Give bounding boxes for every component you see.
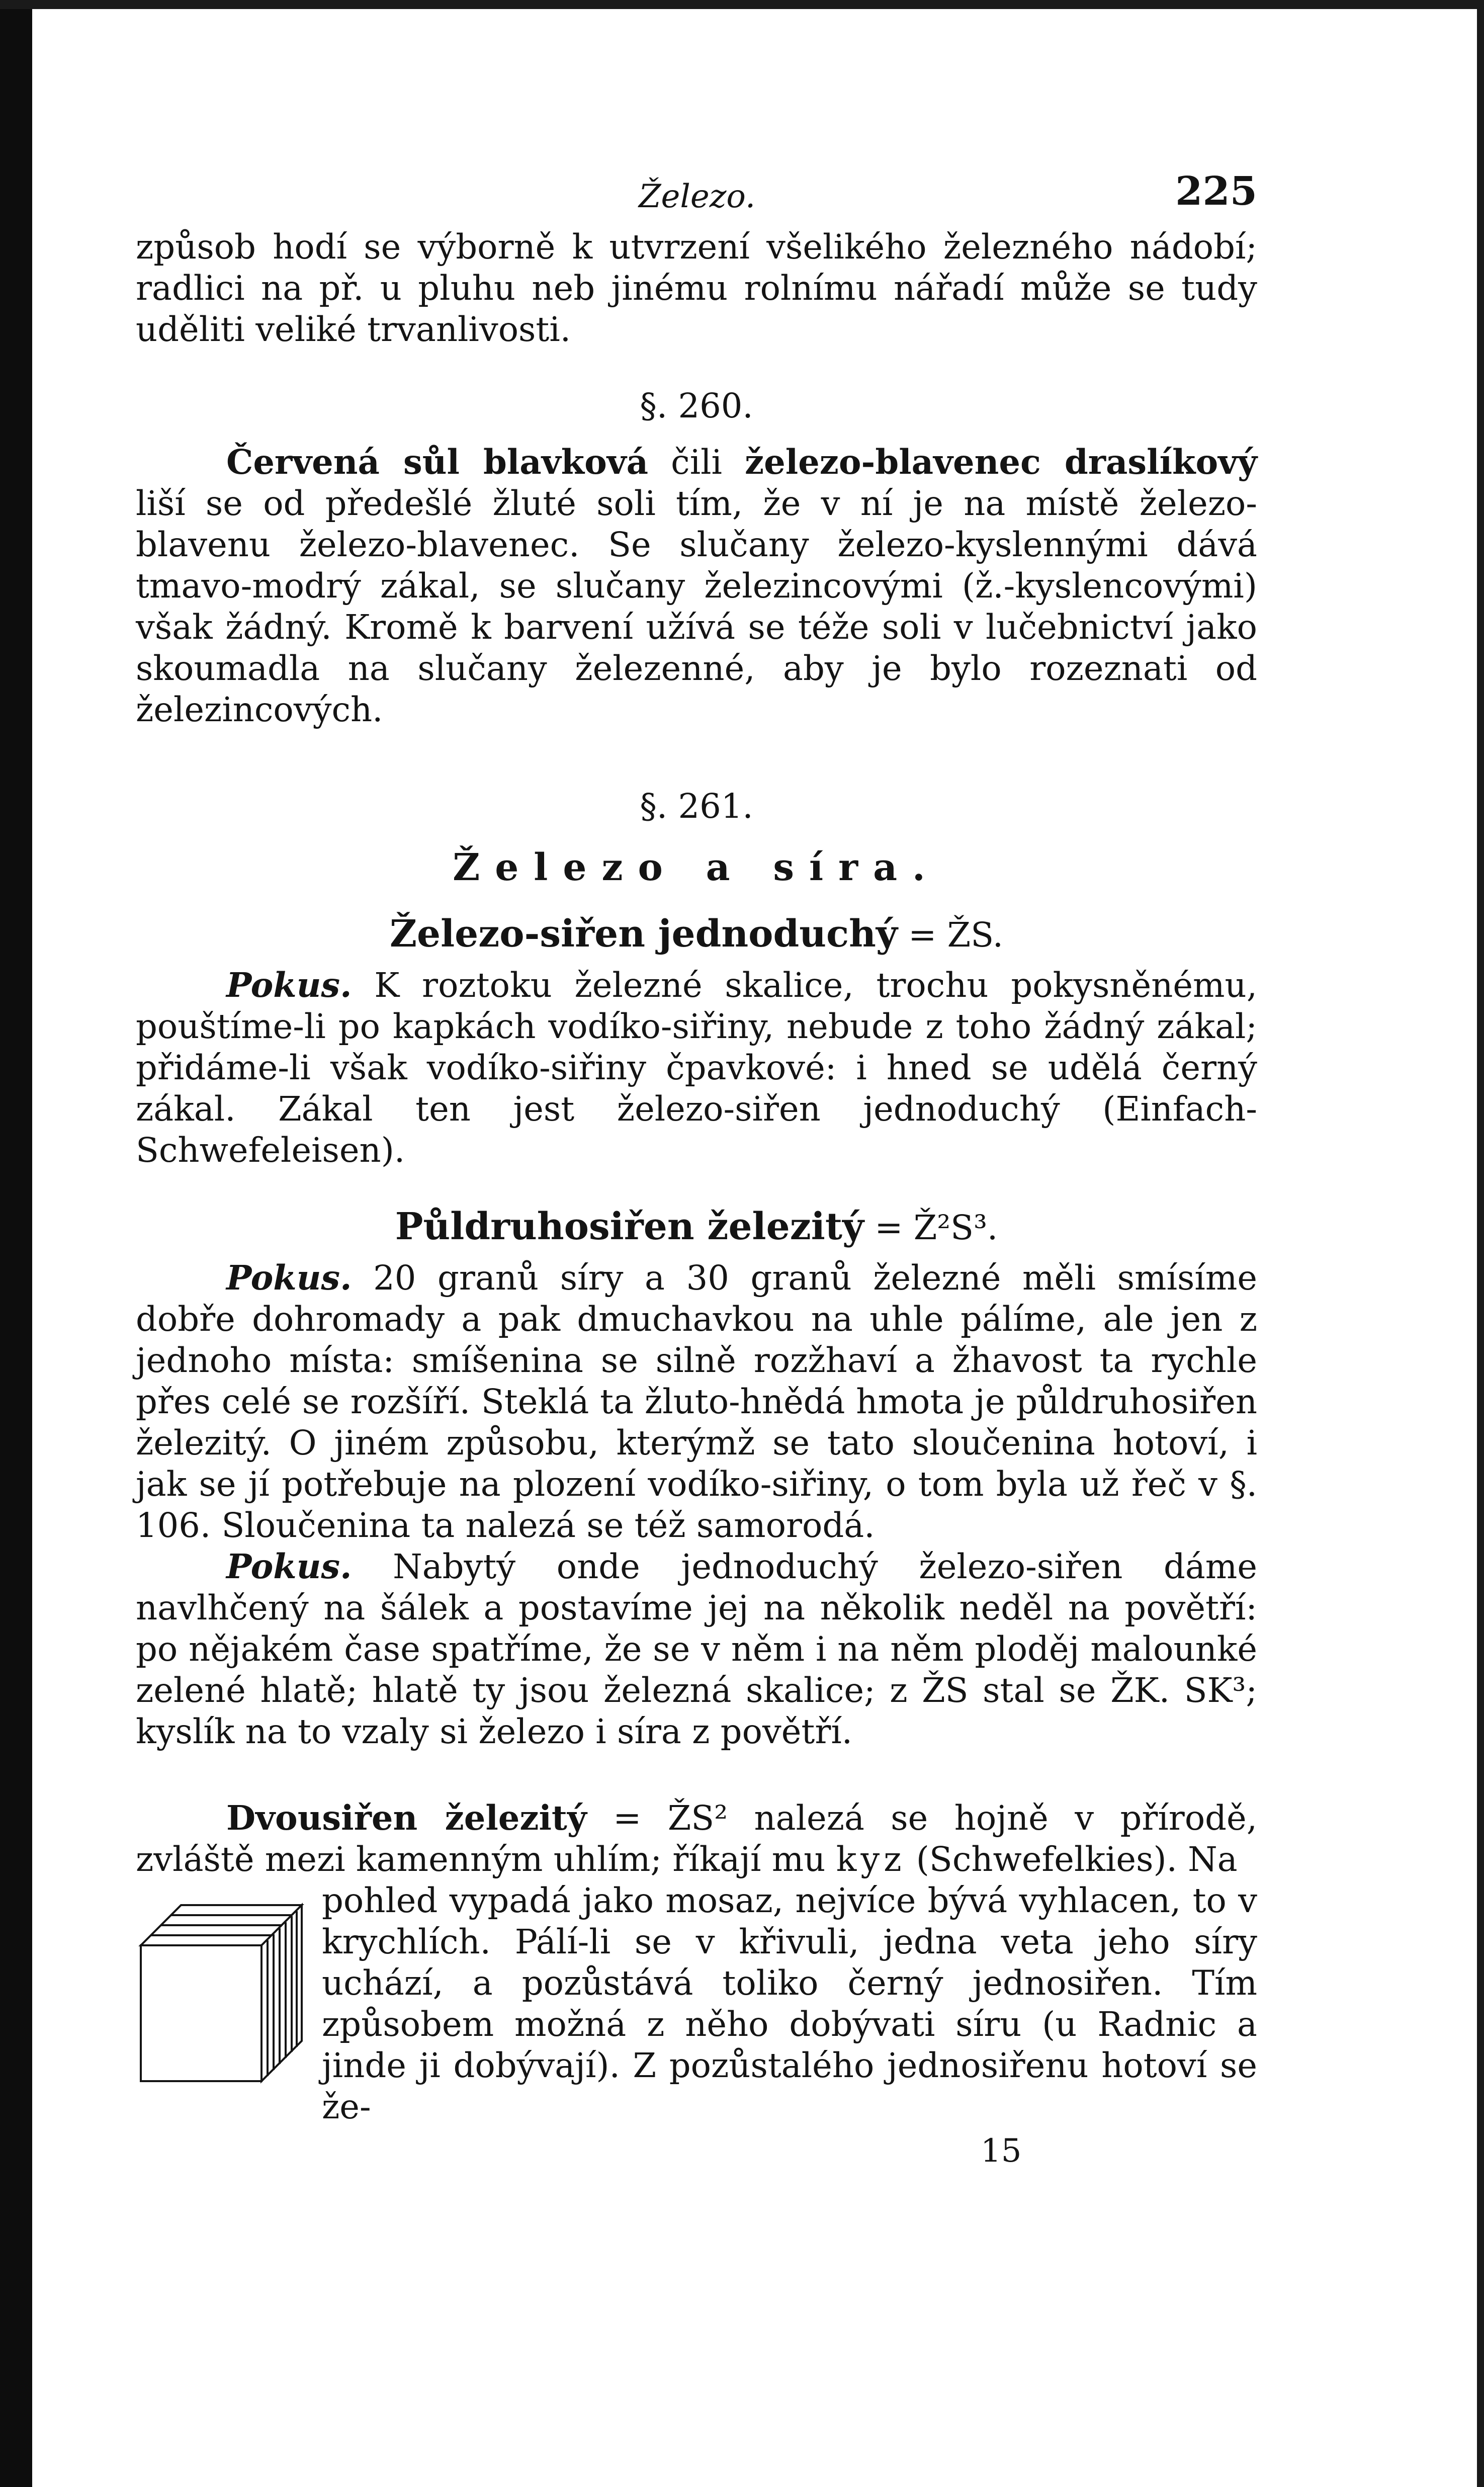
- pokus-label: Pokus.: [226, 965, 352, 1005]
- term-kyz: kyz: [836, 1840, 906, 1879]
- book-page: [136, 166, 1257, 2172]
- section-number-260: §. 260.: [640, 386, 753, 425]
- printer-signature: 15: [981, 2132, 1022, 2170]
- pokus-2-text: 20 granů síry a 30 granů železné měli smísíme dobře dohromady a pak dmuchavkou na uhle pálíme, ale jen z jednoho místa: smíšenina se silně rozžhaví a žhavost ta rychle přes celé se rozšíří. Steklá ta žluto-hnědá hmota je půldruhosiřen železitý. O jiném způsobu, kterýmž se tato sloučenina hotoví, i jak se jí potřebuje na plození vodíko-siřiny, o tom byla už řeč v §. 106. Sloučenina ta nalezá se též samorodá.: [136, 1258, 1257, 1545]
- paragraph-cervena-sul: [136, 442, 1257, 730]
- pyrite-cube-figure: [136, 1885, 327, 2086]
- connector-cili: čili: [648, 443, 745, 482]
- dvousiren-text-1: nalezá se hojně v přírodě, zvláště mezi kamenným uhlím; říkají mu: [136, 1798, 1258, 1879]
- figure-block: [136, 1880, 1257, 2127]
- pokus-3-text: Nabytý onde jednoduchý železo-siřen dáme navlhčený na šálek a postavíme jej na několik neděl na povětří: po nějakém čase spatříme, že se v něm i na něm ploděj malounké zelené hlatě; hlatě ty jsou železná skalice; z ŽS stal se ŽK. SK³; kyslík na to vzaly si železo i síra z povětří.: [136, 1547, 1257, 1751]
- subhead-puldruhosiren: [136, 1206, 1257, 1248]
- subhead-puldruhosiren-name: Půldruhosiřen železitý: [395, 1205, 864, 1248]
- term-cervena-sul: Červená sůl blavková: [226, 442, 649, 482]
- pokus-label: Pokus.: [226, 1258, 352, 1298]
- chapter-title: Železo a síra.: [453, 846, 940, 889]
- dvousiren-text-1b: (Schwefelkies). Na: [905, 1840, 1238, 1879]
- subhead-zelezo-siren: [136, 913, 1257, 956]
- text-cervena-sul: liší se od předešlé žluté soli tím, že v ní je na místě železo-blavenu železo-blavenec. Se slučany železo-kyslennými dává tmavo-modrý zákal, se slučany železincovými (ž.-kyslencovými) však žádný. Kromě k barvení užívá se téže soli v lučebnictví jako skoumadla na slučany železenné, aby je bylo rozeznati od železincových.: [136, 484, 1257, 729]
- subhead-puldruhosiren-formula: = Ž²S³.: [864, 1208, 998, 1247]
- paragraph-continuation: způsob hodí se výborně k utvrzení všelikého železného nádobí; radlici na př. u pluhu neb jinému rolnímu nářadí může se tudy uděliti veliké trvanlivosti.: [136, 227, 1257, 349]
- term-zelezo-blavenec: železo-blavenec draslíkový: [745, 442, 1257, 482]
- paragraph-dvousiren: [136, 1797, 1257, 1880]
- paragraph-pokus-3: [136, 1546, 1257, 1752]
- scan-edge-top: [0, 0, 1484, 9]
- scan-edge-right: [1477, 0, 1484, 2487]
- dvousiren-formula: = ŽS²: [586, 1798, 728, 1838]
- scan-edge-left: [0, 0, 32, 2487]
- term-dvousiren: Dvousiřen železitý: [226, 1798, 587, 1838]
- pokus-1-text: K roztoku železné skalice, trochu pokysněnému, pouštíme-li po kapkách vodíko-siřiny, nebude z toho žádný zákal; přidáme-li však vodíko-siřiny čpavkové: i hned se udělá černý zákal. Zákal ten jest železo-siřen jednoduchý (Einfach-Schwefeleisen).: [136, 966, 1257, 1170]
- paragraph-pokus-1: [136, 965, 1257, 1171]
- subhead-zelezo-siren-formula: = ŽS.: [897, 915, 1004, 955]
- paragraph-pokus-2: [136, 1257, 1257, 1546]
- page-header: [136, 166, 1257, 226]
- running-title: Železo.: [639, 178, 756, 215]
- pokus-label: Pokus.: [226, 1547, 352, 1586]
- page-number: 225: [1175, 168, 1257, 214]
- section-number-261: §. 261.: [640, 787, 753, 826]
- paragraph-dvousiren-wrap: pohled vypadá jako mosaz, nejvíce bývá vyhlacen, to v krychlích. Pálí-li se v křivuli, jedna veta jeho síry uchází, a pozůstává toliko černý jednosiřen. Tím způsobem možná z něho dobývati síru (u Radnic a jinde ji dobývají). Z pozůstalého jednosiřenu hotoví se že-: [322, 1881, 1257, 2126]
- subhead-zelezo-siren-name: Železo-siřen jednoduchý: [389, 912, 898, 956]
